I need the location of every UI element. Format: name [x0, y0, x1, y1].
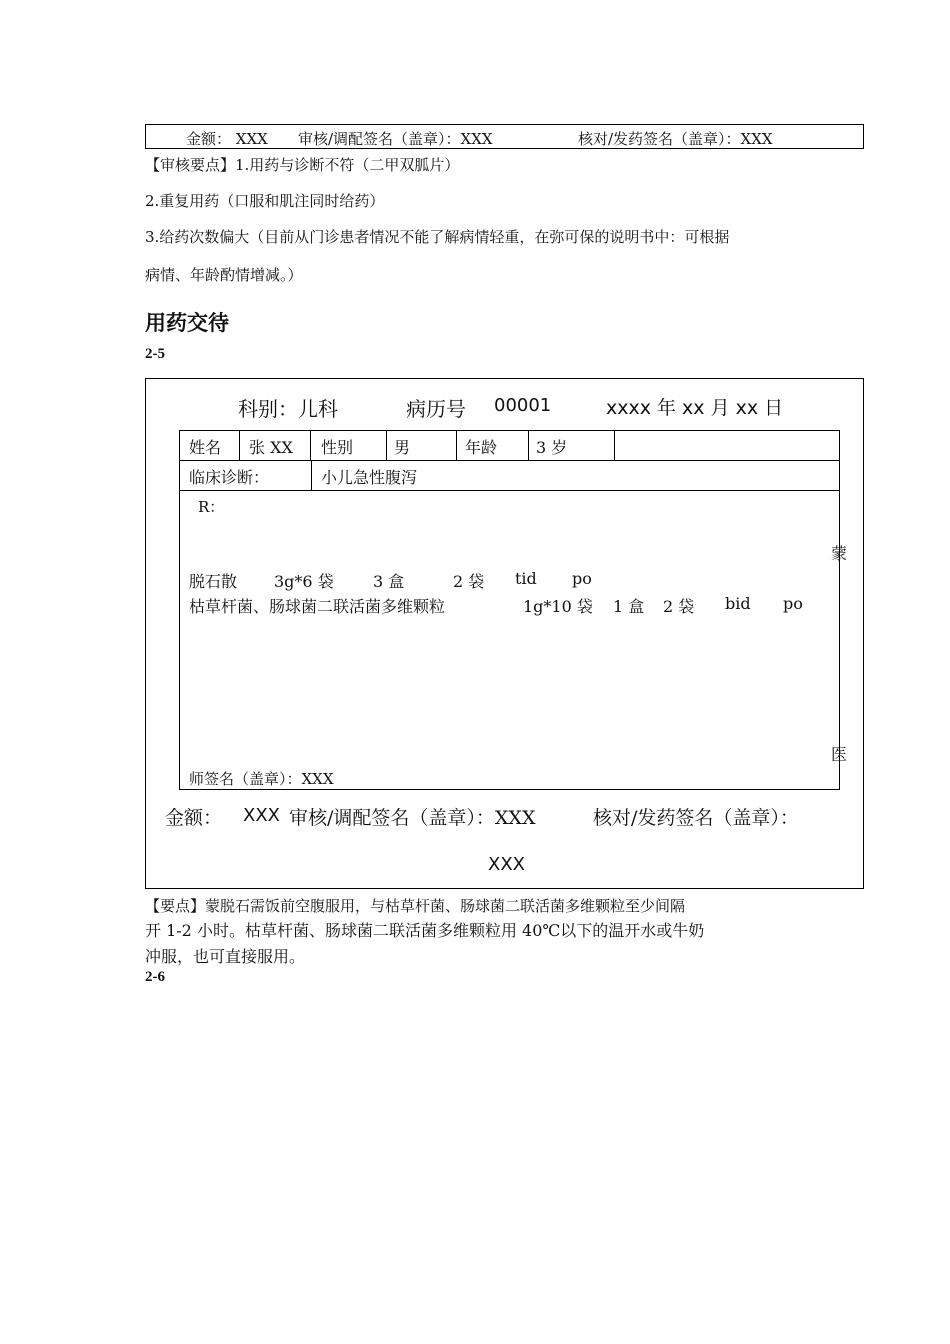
name-value: 张 XX — [249, 438, 293, 457]
age-value: 3 岁 — [536, 438, 568, 457]
drug2-route: po — [783, 594, 803, 613]
prescription-date: xxxx 年 xx 月 xx 日 — [606, 397, 784, 419]
drug1-qty: 3 盒 — [373, 572, 405, 591]
review-point-3b: 病情、年龄酌情增减。） — [145, 266, 303, 284]
review-point-2: 2.重复用药（口服和肌注同时给药） — [145, 192, 385, 210]
key-point-2: 开 1-2 小时。枯草杆菌、肠球菌二联活菌多维颗粒用 40℃以下的温开水或牛奶 — [145, 921, 705, 940]
side-char-2: 医 — [831, 745, 848, 764]
key-point-3: 冲服，也可直接服用。 — [145, 947, 306, 966]
card-check-sign-value: XXX — [488, 854, 525, 875]
drug1-name: 脱石散 — [189, 572, 238, 591]
top-check-sign: 核对/发药签名（盖章）：XXX — [578, 130, 773, 148]
prescription-table — [179, 430, 840, 790]
dept-label: 科别：儿科 — [238, 397, 338, 421]
top-fee-bar — [145, 124, 864, 149]
card-fee-amount-value: XXX — [243, 805, 280, 826]
drug2-freq: bid — [725, 594, 751, 613]
record-number: 00001 — [494, 395, 552, 416]
drug2-name: 枯草杆菌、肠球菌二联活菌多维颗粒 — [189, 597, 446, 616]
top-fee-amount: 金额： XXX — [186, 130, 268, 148]
review-point-1: 【审核要点】1.用药与诊断不符（二甲双胍片） — [145, 156, 460, 174]
top-review-sign: 审核/调配签名（盖章）：XXX — [298, 130, 493, 148]
drug1-route: po — [572, 569, 592, 588]
drug2-dose: 2 袋 — [663, 597, 695, 616]
doctor-sign: 师签名（盖章）：XXX — [189, 770, 334, 788]
drug1-freq: tid — [515, 569, 537, 588]
key-point-1: 【要点】蒙脱石需饭前空腹服用，与枯草杆菌、肠球菌二联活菌多维颗粒至少间隔 — [145, 897, 686, 915]
drug1-spec: 3g*6 袋 — [274, 572, 334, 591]
sex-label: 性别 — [321, 438, 354, 457]
name-label: 姓名 — [189, 438, 222, 457]
diagnosis-label: 临床诊断： — [189, 468, 270, 487]
card-check-sign: 核对/发药签名（盖章）： — [593, 807, 799, 829]
next-case-id: 2-6 — [145, 969, 165, 985]
record-label: 病历号 — [406, 397, 466, 421]
card-review-sign: 审核/调配签名（盖章）：XXX — [289, 807, 536, 829]
review-point-3a: 3.给药次数偏大（目前从门诊患者情况不能了解病情轻重，在弥可保的说明书中：可根据 — [145, 228, 730, 246]
drug1-dose: 2 袋 — [453, 572, 485, 591]
side-char-1: 蒙 — [831, 544, 848, 563]
drug2-spec: 1g*10 袋 — [523, 597, 593, 616]
sex-value: 男 — [394, 438, 411, 457]
prescription-card — [145, 378, 864, 889]
drug2-qty: 1 盒 — [613, 597, 645, 616]
case-id: 2-5 — [145, 346, 165, 362]
diagnosis-value: 小儿急性腹泻 — [321, 468, 418, 487]
age-label: 年龄 — [465, 438, 498, 457]
card-fee-amount: 金额： — [165, 807, 223, 829]
section-title: 用药交待 — [145, 311, 229, 335]
rx-symbol: R： — [198, 498, 225, 516]
